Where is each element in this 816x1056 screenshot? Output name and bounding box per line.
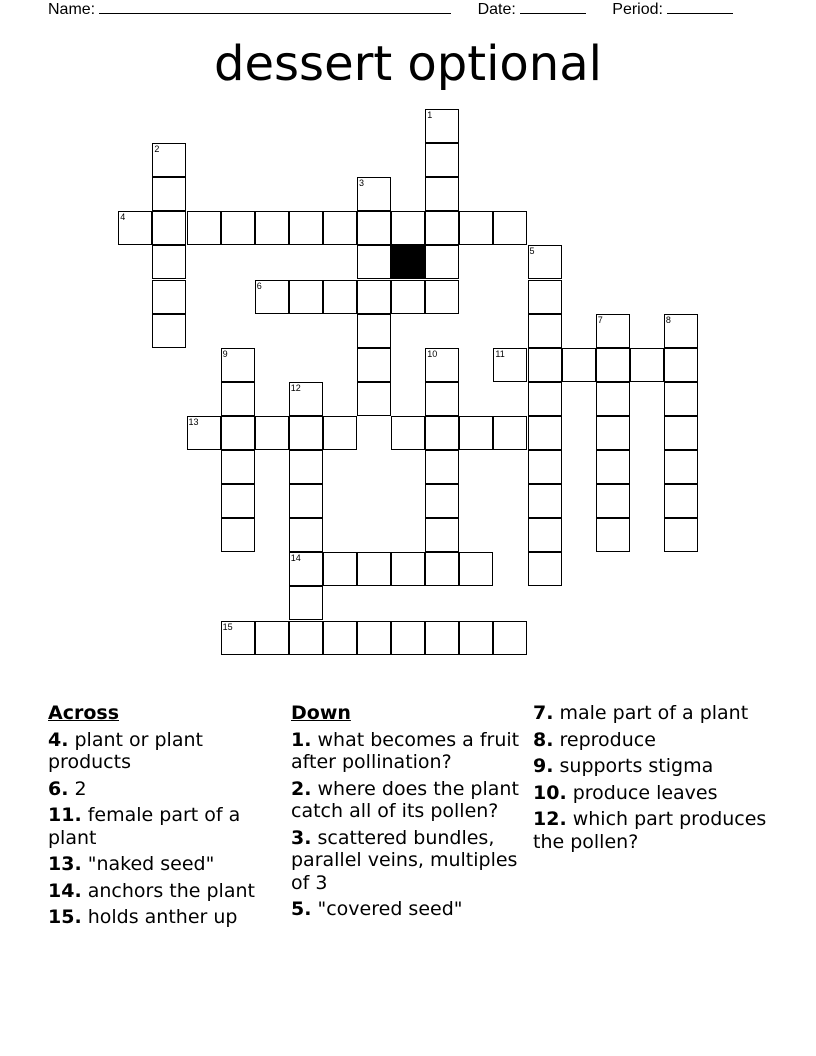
clue-item-text: scattered bundles, parallel veins, multiples of 3 (291, 826, 518, 894)
clue-number: 4 (120, 212, 126, 223)
grid-cell[interactable] (425, 484, 459, 518)
clue-item (291, 898, 527, 921)
grid-cell[interactable] (357, 348, 391, 382)
date-label: Date: (477, 1, 516, 18)
grid-cell[interactable] (596, 382, 630, 416)
down-clues-continued (533, 702, 773, 857)
grid-cell[interactable] (391, 552, 425, 586)
grid-cell[interactable] (528, 518, 562, 552)
clue-item-number: 10. (533, 781, 567, 804)
clue-number: 12 (290, 382, 301, 393)
clue-item-number: 5. (291, 898, 312, 920)
clue-item-number: 3. (291, 826, 312, 849)
clue-item (291, 827, 527, 895)
clue-item-text: which part produces the pollen? (533, 808, 767, 853)
clue-item-number: 9. (533, 755, 554, 777)
grid-cell[interactable] (528, 348, 562, 382)
clue-item-text: anchors the plant (87, 879, 255, 902)
clue-number: 5 (529, 246, 535, 257)
clue-item-number: 4. (48, 728, 69, 751)
grid-cell[interactable] (630, 348, 664, 382)
grid-cell[interactable] (528, 450, 562, 484)
grid-cell[interactable] (425, 177, 459, 211)
grid-cell[interactable] (152, 280, 186, 314)
grid-cell[interactable] (664, 382, 698, 416)
grid-cell[interactable] (425, 450, 459, 484)
clue-item-text: male part of a plant (559, 702, 749, 724)
grid-cell[interactable] (391, 211, 425, 245)
grid-cell[interactable] (187, 211, 221, 245)
clue-item-number: 6. (48, 777, 69, 800)
grid-cell[interactable] (528, 280, 562, 314)
clue-number: 15 (222, 621, 233, 632)
grid-cell[interactable] (323, 211, 357, 245)
down-clues (291, 702, 527, 925)
grid-cell[interactable] (528, 484, 562, 518)
clue-number: 13 (188, 416, 199, 427)
grid-cell[interactable] (289, 450, 323, 484)
clue-number: 7 (597, 314, 603, 325)
period-label: Period: (612, 1, 663, 18)
clue-item-text: produce leaves (572, 781, 718, 804)
clue-item-text: supports stigma (559, 755, 714, 777)
grid-cell[interactable] (323, 621, 357, 655)
grid-cell[interactable] (425, 518, 459, 552)
clue-number: 3 (359, 178, 365, 189)
grid-cell[interactable] (528, 552, 562, 586)
grid-cell[interactable] (221, 416, 255, 450)
grid-cell[interactable] (664, 348, 698, 382)
grid-cell[interactable] (357, 552, 391, 586)
grid-cell[interactable] (493, 211, 527, 245)
down-heading: Down (291, 702, 351, 724)
grid-cell[interactable] (289, 484, 323, 518)
clue-item (48, 729, 278, 774)
grid-cell[interactable] (152, 211, 186, 245)
clue-number: 8 (665, 314, 671, 325)
grid-cell[interactable] (323, 280, 357, 314)
clue-number: 10 (427, 348, 438, 359)
clue-item-text: where does the plant catch all of its pollen? (291, 777, 519, 822)
grid-cell[interactable] (528, 382, 562, 416)
clue-item (533, 702, 773, 725)
grid-cell[interactable] (323, 416, 357, 450)
grid-cell[interactable] (357, 382, 391, 416)
grid-cell[interactable] (596, 348, 630, 382)
clue-number: 1 (427, 110, 433, 120)
name-label: Name: (48, 1, 96, 18)
clue-item-text: "naked seed" (87, 853, 215, 875)
clue-item (48, 906, 278, 929)
grid-cell[interactable] (391, 416, 425, 450)
grid-cell[interactable] (425, 143, 459, 177)
grid-cell[interactable] (255, 211, 289, 245)
grid-cell[interactable] (596, 518, 630, 552)
clue-item-text: "covered seed" (317, 898, 463, 920)
grid-cell[interactable] (596, 450, 630, 484)
clue-item-number: 14. (48, 879, 82, 902)
grid-cell[interactable] (391, 621, 425, 655)
black-cell (391, 245, 425, 279)
clue-item-number: 12. (533, 808, 567, 830)
clue-item (48, 778, 278, 801)
clue-item-number: 11. (48, 804, 82, 826)
clue-item (48, 853, 278, 876)
grid-cell[interactable] (289, 621, 323, 655)
grid-cell[interactable] (425, 280, 459, 314)
grid-cell[interactable] (221, 450, 255, 484)
grid-cell[interactable] (289, 586, 323, 620)
clue-number: 14 (290, 553, 301, 564)
puzzle-title: dessert optional (214, 36, 602, 92)
clue-number: 2 (154, 144, 160, 155)
clue-number: 11 (495, 348, 505, 359)
grid-cell[interactable] (664, 518, 698, 552)
grid-cell[interactable] (425, 621, 459, 655)
grid-cell[interactable] (459, 552, 493, 586)
grid-cell[interactable] (664, 416, 698, 450)
grid-cell[interactable] (289, 211, 323, 245)
grid-cell[interactable] (289, 518, 323, 552)
grid-cell[interactable] (152, 177, 186, 211)
grid-cell[interactable] (357, 245, 391, 279)
grid-cell[interactable] (323, 552, 357, 586)
grid-cell[interactable] (425, 245, 459, 279)
grid-cell[interactable] (391, 280, 425, 314)
grid-cell[interactable] (221, 518, 255, 552)
grid-cell[interactable] (493, 621, 527, 655)
clue-item-text: plant or plant products (48, 728, 203, 773)
grid-cell[interactable] (459, 211, 493, 245)
grid-cell[interactable] (459, 416, 493, 450)
grid-cell[interactable] (289, 280, 323, 314)
grid-cell[interactable] (255, 416, 289, 450)
grid-cell[interactable] (289, 416, 323, 450)
clue-item-number: 7. (533, 702, 554, 724)
grid-cell[interactable] (152, 314, 186, 348)
grid-cell[interactable] (357, 621, 391, 655)
grid-cell[interactable] (221, 382, 255, 416)
clue-number: 6 (256, 280, 262, 291)
grid-cell[interactable] (459, 621, 493, 655)
grid-cell[interactable] (357, 211, 391, 245)
clue-item-text: 2 (74, 777, 87, 800)
grid-cell[interactable] (425, 552, 459, 586)
clue-item-text: reproduce (559, 728, 656, 751)
grid-cell[interactable] (664, 450, 698, 484)
clue-item-text: holds anther up (87, 906, 238, 928)
grid-cell[interactable] (562, 348, 596, 382)
clue-item-number: 15. (48, 906, 82, 928)
clue-item (48, 804, 278, 849)
clue-item-number: 8. (533, 728, 554, 751)
clue-number: 9 (222, 348, 228, 359)
grid-cell[interactable] (528, 416, 562, 450)
clue-item (533, 755, 773, 778)
across-clues (48, 702, 278, 933)
grid-cell[interactable] (425, 211, 459, 245)
clue-item (48, 880, 278, 903)
grid-cell[interactable] (425, 416, 459, 450)
clue-item (533, 808, 773, 853)
clue-item (533, 729, 773, 752)
grid-cell[interactable] (596, 484, 630, 518)
grid-cell[interactable] (221, 484, 255, 518)
across-heading: Across (48, 702, 120, 724)
grid-cell[interactable] (255, 621, 289, 655)
grid-cell[interactable] (221, 211, 255, 245)
clue-item (291, 778, 527, 823)
clue-item-number: 1. (291, 728, 312, 751)
clue-item (291, 729, 527, 774)
clue-item-text: female part of a plant (48, 804, 241, 849)
grid-cell[interactable] (596, 416, 630, 450)
clue-item-number: 13. (48, 853, 82, 875)
clue-item (533, 782, 773, 805)
grid-cell[interactable] (664, 484, 698, 518)
grid-cell[interactable] (152, 245, 186, 279)
clue-item-text: what becomes a fruit after pollination? (291, 728, 520, 773)
grid-cell[interactable] (493, 416, 527, 450)
grid-cell[interactable] (357, 314, 391, 348)
clue-item-number: 2. (291, 777, 312, 800)
grid-cell[interactable] (357, 280, 391, 314)
grid-cell[interactable] (425, 382, 459, 416)
grid-cell[interactable] (528, 314, 562, 348)
